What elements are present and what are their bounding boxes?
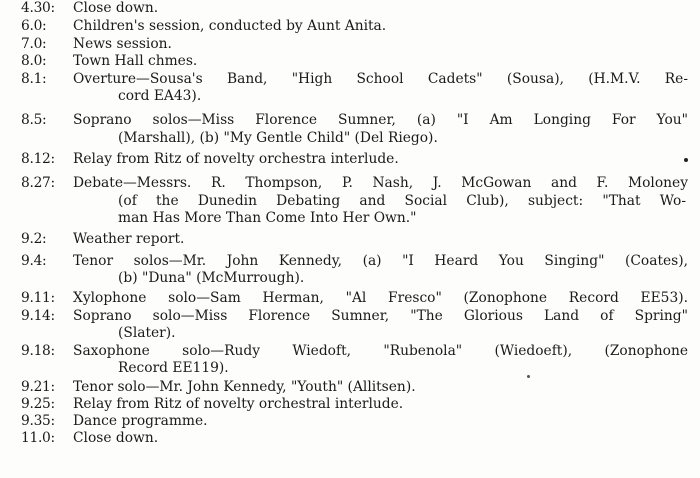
entry-time: 4.30: xyxy=(21,0,55,16)
entry-time: 9.11: xyxy=(21,290,55,306)
entry-text: Close down. xyxy=(73,430,159,446)
entry-time: 8.0: xyxy=(21,53,47,69)
entry-text-continued: (of the Dunedin Debating and Social Club), subject: "That Wo- xyxy=(118,193,686,209)
entry-text-continued: cord EA43). xyxy=(118,88,202,104)
entry-text: Soprano solo—Miss Florence Sumner, "The Glorious Land of Spring" xyxy=(73,308,688,324)
entry-text-continued: (Slater). xyxy=(118,325,176,341)
entry-text: Children's session, conducted by Aunt Anita. xyxy=(73,18,387,34)
entry-text: Tenor solo—Mr. John Kennedy, "Youth" (Allitsen). xyxy=(73,379,416,395)
entry-text: Dance programme. xyxy=(73,413,208,429)
entry-time: 9.18: xyxy=(21,343,55,359)
entry-text: Tenor solos—Mr. John Kennedy, (a) "I Heard You Singing" (Coates), xyxy=(73,253,688,269)
entry-text: Relay from Ritz of novelty orchestral interlude. xyxy=(73,396,404,412)
entry-time: 11.0: xyxy=(21,430,55,446)
entry-time: 9.2: xyxy=(21,231,47,247)
entry-time: 9.25: xyxy=(21,396,55,412)
entry-text: Debate—Messrs. R. Thompson, P. Nash, J. McGowan and F. Moloney xyxy=(73,175,688,191)
entry-text-continued: man Has More Than Come Into Her Own." xyxy=(118,210,417,226)
entry-text-continued: (b) "Duna" (McMurrough). xyxy=(118,270,305,286)
entry-time: 9.4: xyxy=(21,253,47,269)
entry-time: 8.27: xyxy=(21,175,55,191)
entry-time: 6.0: xyxy=(21,18,47,34)
entry-text: Saxophone solo—Rudy Wiedoft, "Rubenola" (Wiedoeft), (Zonophone xyxy=(73,343,688,359)
entry-time: 9.35: xyxy=(21,413,55,429)
entry-time: 9.14: xyxy=(21,308,55,324)
entry-time: 9.21: xyxy=(21,379,55,395)
print-speck xyxy=(527,375,530,378)
entry-text-continued: (Marshall), (b) "My Gentle Child" (Del Riego). xyxy=(118,130,438,146)
entry-text: Weather report. xyxy=(73,231,185,247)
entry-text: Town Hall chmes. xyxy=(73,53,198,69)
entry-text: Xylophone solo—Sam Herman, "Al Fresco" (Zonophone Record EE53). xyxy=(73,290,688,306)
entry-time: 7.0: xyxy=(21,36,47,52)
entry-text-continued: Record EE119). xyxy=(118,360,229,376)
entry-time: 8.1: xyxy=(21,71,47,87)
entry-time: 8.5: xyxy=(21,112,47,128)
entry-text: News session. xyxy=(73,36,172,52)
entry-time: 8.12: xyxy=(21,151,55,167)
entry-text: Close down. xyxy=(73,0,159,16)
entry-text: Relay from Ritz of novelty orchestra interlude. xyxy=(73,151,399,167)
print-speck xyxy=(684,158,688,162)
entry-text: Soprano solos—Miss Florence Sumner, (a) "I Am Longing For You" xyxy=(73,112,688,128)
entry-text: Overture—Sousa's Band, "High School Cadets" (Sousa), (H.M.V. Re- xyxy=(73,71,688,87)
